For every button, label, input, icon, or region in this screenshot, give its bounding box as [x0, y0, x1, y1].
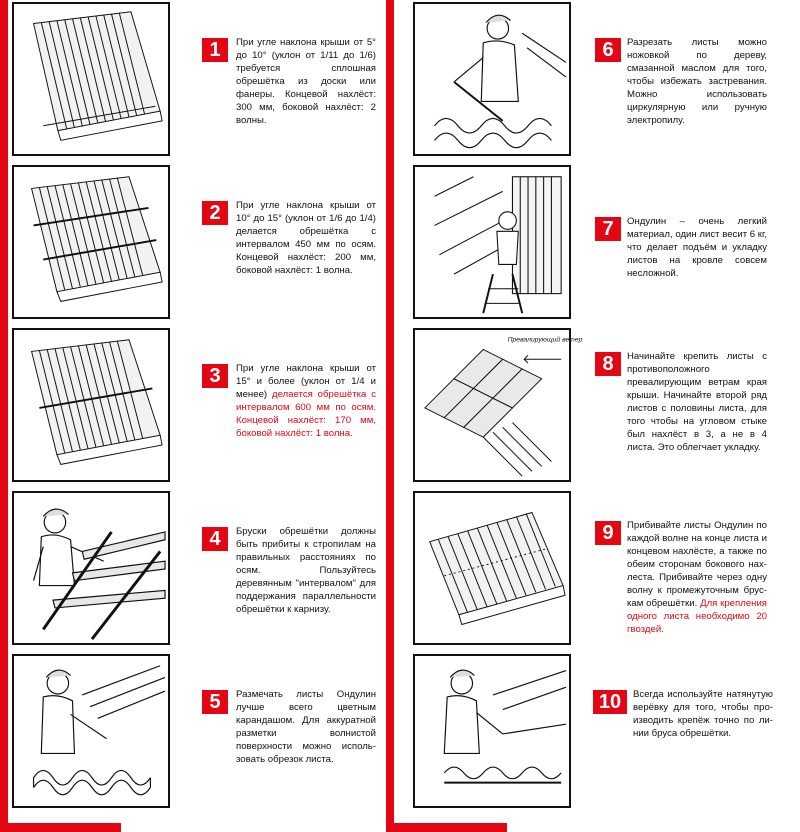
step-text-red: Для крепления одного листа необходимо 20 гвоздей. [627, 598, 768, 635]
step-text [633, 688, 773, 740]
step-3 [12, 328, 397, 490]
step-text-main: Начинайте крепить листы с противоположного превалирующим ветрам края крыши. Начинайте второй ряд листов с половины листа, для того чтобы на угловом стыке был нахлёст в 3, а не в 4 листа. Это облегчает укладку. [627, 351, 767, 453]
sheet-laying-illustration [413, 328, 583, 482]
step-text [236, 688, 376, 766]
step-8 [413, 328, 798, 490]
step-number: 6 [595, 38, 621, 62]
step-text [627, 36, 767, 127]
step-text [627, 350, 767, 454]
step-4 [12, 491, 397, 653]
roof-sheets-illustration [12, 328, 170, 482]
step-text-main: Всегда используйте натянутую верёвку для того, чтобы производить крепёж точно по линии бруса обрешётки. [633, 689, 773, 739]
roof-sheets-illustration [12, 165, 170, 319]
step-text-red: делается обрешётка с интервалом 600 мм по осям. Концевой нахлёст: 170 мм, боковой нахлёст: 1 волна. [236, 389, 376, 439]
roof-sheets-illustration [413, 491, 571, 645]
step-number: 1 [202, 38, 228, 62]
step-text [236, 362, 376, 440]
right-red-stub [394, 823, 507, 832]
step-6 [413, 2, 798, 164]
step-number: 5 [202, 690, 228, 714]
step-text-main: Прибивайте листы Ондулин по каждой волне на конце листа и концевом нахлёсте, а также по обеим сторонам бокового нахлеста. Прибивайте через одну волну к промежуточным брускам обрешётки. [627, 520, 767, 609]
step-text [236, 525, 376, 616]
step-10 [413, 654, 798, 816]
step-text [236, 36, 376, 127]
step-text-main: При угле наклона крыши от 15° и более (уклон от 1/4 и менее) [236, 363, 376, 400]
step-text [627, 519, 767, 636]
step-number: 7 [595, 217, 621, 241]
step-text-main: При угле наклона крыши от 10° до 15° (уклон от 1/6 до 1/4) делается обрешётка с интервалом 450 мм по осям. Концевой нахлёст: 200 мм, боковой нахлёст: 1 волна. [236, 200, 376, 276]
left-red-bar [0, 0, 8, 832]
step-text-main: Бруски обрешётки должны быть прибиты к стропилам на правильных расстояниях по осям. Пользуйтесь деревянным "интервалом" для поддержания параллельности обрешётки к карнизу. [236, 526, 376, 615]
step-number: 3 [202, 364, 228, 388]
step-9 [413, 491, 798, 653]
step-text [627, 215, 767, 280]
step-number: 8 [595, 352, 621, 376]
step-7 [413, 165, 798, 327]
worker-illustration [12, 491, 170, 645]
step-number: 4 [202, 527, 228, 551]
left-red-stub [8, 823, 121, 832]
worker-illustration [413, 2, 571, 156]
step-number: 9 [595, 521, 621, 545]
worker-illustration [413, 165, 571, 319]
wind-label: Превалирующий ветер [507, 336, 583, 344]
worker-illustration [413, 654, 571, 808]
step-number: 2 [202, 201, 228, 225]
step-2 [12, 165, 397, 327]
step-number: 10 [593, 690, 627, 714]
step-5 [12, 654, 397, 816]
step-text-main: Разрезать листы можно ножовкой по дереву, смазанной маслом для того, чтобы избежать застревания. Можно использовать циркулярную или ручную электропилу. [627, 37, 767, 126]
step-text-main: При угле наклона крыши от 5° до 10° (уклон от 1/11 до 1/6) требуется сплошная обрешётка из доски или фанеры. Концевой нахлёст: 300 мм, боковой нахлёст: 2 волны. [236, 37, 376, 126]
step-text [236, 199, 376, 277]
roof-sheets-illustration [12, 2, 170, 156]
step-1 [12, 2, 397, 164]
worker-illustration [12, 654, 170, 808]
step-text-main: Размечать листы Ондулин лучше всего цветным карандашом. Для аккуратной разметки волнистой поверхности можно использовать обрезок листа. [236, 689, 376, 765]
step-text-main: Ондулин – очень легкий материал, один лист весит 6 кг, что делает подъём и укладку листов на кровле совсем несложной. [627, 216, 767, 279]
